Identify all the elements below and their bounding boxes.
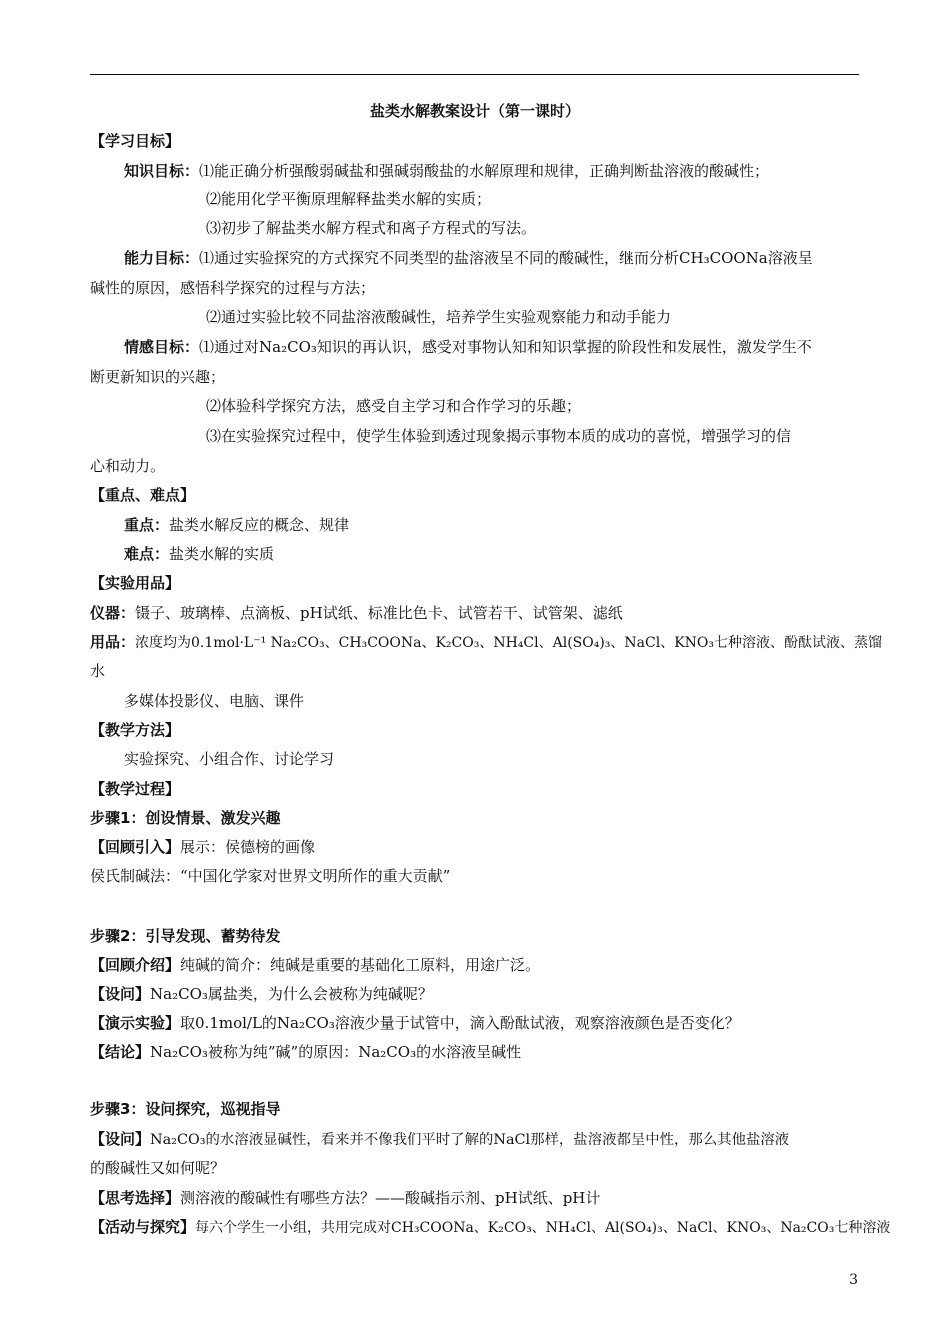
step3-think-text: 测溶液的酸碱性有哪些方法？——酸碱指示剂、pH试纸、pH计 (180, 1189, 601, 1207)
step2-tag-question: 【设问】 (90, 985, 151, 1003)
ability-goal-2: ⑵通过实验比较不同盐溶液酸碱性，培养学生实验观察能力和动手能力 (206, 308, 672, 326)
ability-goal-1 (124, 247, 860, 269)
difficulty-label: 难点： (124, 545, 170, 563)
knowledge-goal-1 (124, 160, 860, 182)
step1-review (90, 836, 860, 858)
emotion-goal-text: ⑴通过对Na₂CO₃知识的再认识，感受对事物认知和知识掌握的阶段性和发展性，激发学生不 (199, 338, 812, 356)
instruments (90, 602, 860, 624)
difficulty-text: 盐类水解的实质 (169, 545, 275, 563)
step2-heading: 步骤2：引导发现、蓄势待发 (90, 927, 281, 945)
key-point-text: 盐类水解反应的概念、规律 (169, 516, 350, 534)
step2-intro-text: 纯碱的简介：纯碱是重要的基础化工原料，用途广泛。 (180, 956, 541, 974)
ability-goal-1-cont: 碱性的原因，感悟科学探究的过程与方法； (90, 279, 376, 297)
step3-tag-activity: 【活动与探究】 (90, 1218, 196, 1236)
header-rule (90, 74, 859, 75)
supplies-text: 浓度均为0.1mol·L⁻¹ Na₂CO₃、CH₃COONa、K₂CO₃、NH₄Cl、Al(SO₄)₃、NaCl、KNO₃七种溶液、酚酞试液、蒸馏 (135, 635, 882, 651)
step1-heading: 步骤1：创设情景、激发兴趣 (90, 809, 281, 827)
knowledge-goal-label: 知识目标： (124, 162, 200, 180)
supplies (90, 631, 882, 654)
emotion-goal-1 (124, 336, 860, 358)
step2-conclusion (90, 1041, 860, 1063)
ability-goal-label: 能力目标： (124, 249, 200, 267)
step2-demo-text: 取0.1mol/L的Na₂CO₃溶液少量于试管中，滴入酚酞试液，观察溶液颜色是否变化？ (180, 1014, 740, 1032)
supplies-cont: 水 (90, 662, 106, 680)
document-title: 盐类水解教案设计（第一课时） (369, 102, 580, 120)
section-heading-objectives: 【学习目标】 (90, 132, 181, 150)
step3-activity-text: 每六个学生一小组，共用完成对CH₃COONa、K₂CO₃、NH₄Cl、Al(SO₄)₃、NaCl、KNO₃、Na₂CO₃七种溶液 (195, 1220, 891, 1236)
step3-question-text: Na₂CO₃的水溶液显碱性，看来并不像我们平时了解的NaCl那样，盐溶液都呈中性，那么其他盐溶液 (150, 1132, 790, 1148)
key-point-label: 重点： (124, 516, 170, 534)
instruments-text: 镊子、玻璃棒、点滴板、pH试纸、标准比色卡、试管若干、试管架、滤纸 (135, 604, 623, 622)
step3-tag-question: 【设问】 (90, 1130, 151, 1148)
step2-tag-intro: 【回顾介绍】 (90, 956, 181, 974)
emotion-goal-2: ⑵体验科学探究方法，感受自主学习和合作学习的乐趣； (206, 397, 582, 415)
step2-demo (90, 1012, 860, 1034)
step2-tag-demo: 【演示实验】 (90, 1014, 181, 1032)
page-number: 3 (849, 1272, 858, 1288)
emotion-goal-3-cont: 心和动力。 (90, 457, 166, 475)
emotion-goal-1-cont: 断更新知识的兴趣； (90, 368, 226, 386)
section-heading-methods: 【教学方法】 (90, 721, 181, 739)
step2-tag-conclusion: 【结论】 (90, 1043, 151, 1061)
ability-goal-text: ⑴通过实验探究的方式探究不同类型的盐溶液呈不同的酸碱性，继而分析CH₃COONa溶液呈 (199, 249, 813, 267)
key-point (124, 514, 860, 536)
step3-activity (90, 1216, 891, 1239)
emotion-goal-3: ⑶在实验探究过程中，使学生体验到透过现象揭示事物本质的成功的喜悦，增强学习的信 (206, 427, 792, 445)
knowledge-goal-text: ⑴能正确分析强酸弱碱盐和强碱弱酸盐的水解原理和规律，正确判断盐溶液的酸碱性； (199, 162, 770, 180)
multimedia: 多媒体投影仪、电脑、课件 (124, 692, 305, 710)
step1-hou-method: 侯氏制碱法：“中国化学家对世界文明所作的重大贡献” (90, 867, 451, 885)
step2-intro (90, 954, 860, 976)
knowledge-goal-2: ⑵能用化学平衡原理解释盐类水解的实质； (206, 190, 492, 208)
emotion-goal-label: 情感目标： (124, 338, 200, 356)
knowledge-goal-3: ⑶初步了解盐类水解方程式和离子方程式的写法。 (206, 219, 537, 237)
difficulty (124, 543, 860, 565)
step3-tag-think: 【思考选择】 (90, 1189, 181, 1207)
step3-question (90, 1128, 860, 1151)
step3-think (90, 1187, 860, 1209)
step2-question-text: Na₂CO₃属盐类，为什么会被称为纯碱呢？ (150, 985, 433, 1003)
step1-text: 展示：侯德榜的画像 (180, 838, 316, 856)
step3-question-cont: 的酸碱性又如何呢？ (90, 1159, 226, 1177)
instruments-label: 仪器： (90, 604, 136, 622)
section-heading-process: 【教学过程】 (90, 780, 181, 798)
supplies-label: 用品： (90, 633, 136, 651)
methods-text: 实验探究、小组合作、讨论学习 (124, 750, 335, 768)
step2-question (90, 983, 860, 1005)
step1-tag: 【回顾引入】 (90, 838, 181, 856)
section-heading-materials: 【实验用品】 (90, 574, 181, 592)
section-heading-key-points: 【重点、难点】 (90, 486, 196, 504)
step3-heading: 步骤3：设问探究，巡视指导 (90, 1100, 281, 1118)
step2-conclusion-text: Na₂CO₃被称为纯”碱”的原因：Na₂CO₃的水溶液呈碱性 (150, 1043, 522, 1061)
